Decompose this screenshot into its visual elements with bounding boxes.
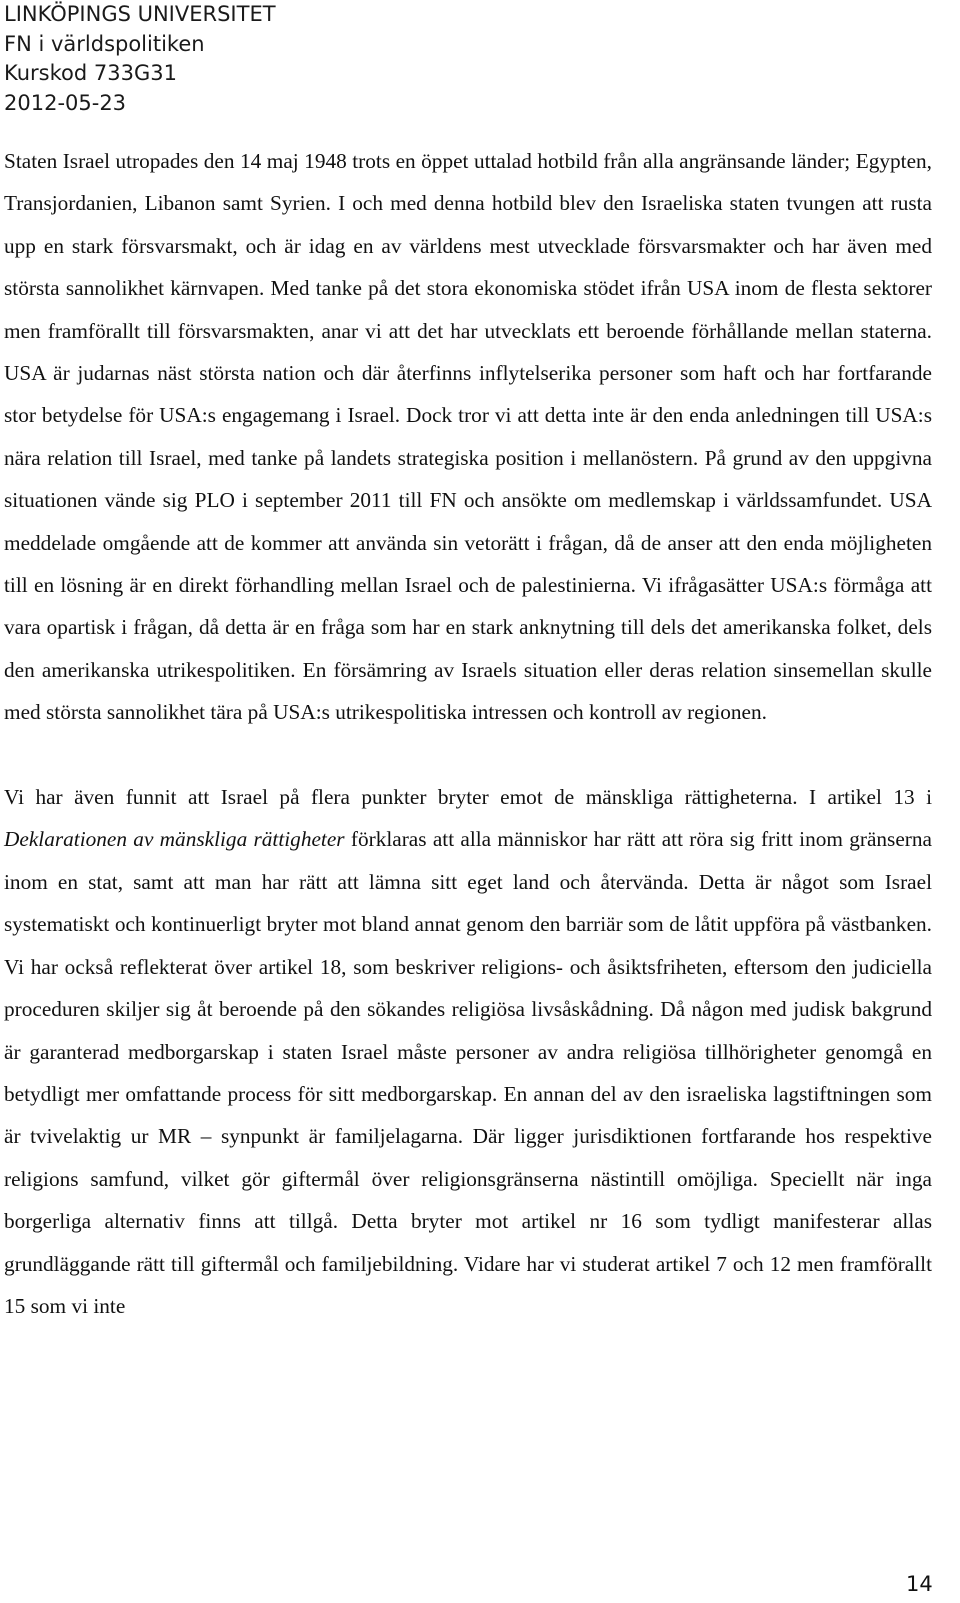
document-date: 2012-05-23 [4,90,127,115]
university-name: LINKÖPINGS UNIVERSITET [4,2,276,26]
body-text [4,140,932,1327]
declaration-title: Deklarationen av mänskliga rättigheter [4,827,345,852]
course-code: Kurskod 733G31 [4,61,177,85]
course-name: FN i världspolitiken [4,31,205,56]
paragraph-israel-usa: Staten Israel utropades den 14 maj 1948 trots en öppet uttalad hotbild från alla angränsande länder; Egypten, Transjordanien, Libanon samt Syrien. I och med denna hotbild blev den Israeliska staten tvungen att rusta upp en stark försvarsmakt, och är idag en av världens mest utvecklade försvarsmakter och har även med största sannolikhet kärnvapen. Med tanke på det stora ekonomiska stödet ifrån USA inom de flesta sektorer men framförallt till försvarsmakten, anar vi att det har utvecklats ett beroende förhållande mellan staterna. USA är judarnas näst största nation och där återfinns inflytelserika personer som haft och har fortfarande stor betydelse för USA:s engagemang i Israel. Dock tror vi att detta inte är den enda anledningen till USA:s nära relation till Israel, med tanke på landets strategiska position i mellanöstern. På grund av den uppgivna situationen vände sig PLO i september 2011 till FN och ansökte om medlemskap i världssamfundet. USA meddelade omgående att de kommer att använda sin vetorätt i frågan, då de anser att den enda möjligheten till en lösning är en direkt förhandling mellan Israel och de palestinierna. Vi ifrågasätter USA:s förmåga att vara opartisk i frågan, då detta är en fråga som har en stark anknytning till dels det amerikanska folket, dels den amerikanska utrikespolitiken. En försämring av Israels situation eller deras relation sinsemellan skulle med största sannolikhet tära på USA:s utrikespolitiska intressen och kontroll av regionen. [4,149,932,725]
paragraph-text-after: förklaras att alla människor har rätt att röra sig fritt inom gränserna inom en stat, samt att man har rätt att lämna sitt eget land och återvända. Detta är något som Israel systematiskt och kontinuerligt bryter mot bland annat genom den barriär som de låtit uppföra på västbanken. Vi har också reflekterat över artikel 18, som beskriver religions- och åsiktsfriheten, eftersom den judiciella proceduren skiljer sig åt beroende på den sökandes religiösa livsåskådning. Då någon med judisk bakgrund är garanterad medborgarskap i staten Israel måste personer av andra religiösa tillhörigheter genomgå en betydligt mer omfattande process för sitt medborgarskap. En annan del av den israeliska lagstiftningen som är tvivelaktig ur MR – synpunkt är familjelagarna. Där ligger jurisdiktionen fortfarande hos respektive religions samfund, vilket gör giftermål över religionsgränserna nästintill omöjliga. Speciellt när inga borgerliga alternativ finns att tillgå. Detta bryter mot artikel nr 16 som tydligt manifesterar allas grundläggande rätt till giftermål och familjebildning. Vidare har vi studerat artikel 7 och 12 men framförallt 15 som vi inte [4,827,932,1318]
paragraph-human-rights [4,776,932,1327]
document-header [4,0,276,118]
paragraph-text-before: Vi har även funnit att Israel på flera punkter bryter emot de mänskliga rättigheterna. I artikel 13 i [4,785,932,810]
page-number: 14 [906,1572,933,1596]
